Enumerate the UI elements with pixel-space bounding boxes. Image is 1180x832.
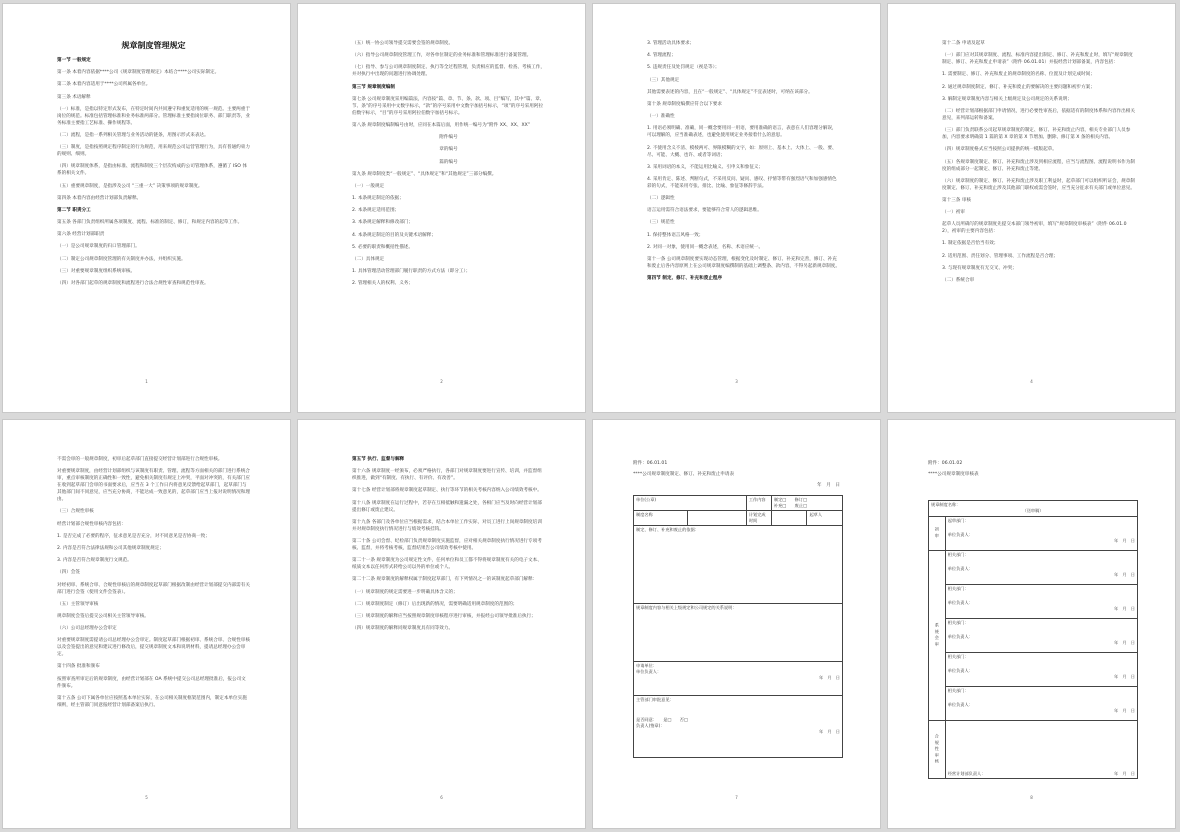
paragraph: 规章制度会签后提交公司相关主管领导审核。 [57,613,149,619]
paragraph: 3. 解制定规章制度内容与相关上级规定及公司规定的关系说明； [942,96,1072,102]
paragraph: 经营计划部合规性审核内容包括： [57,521,126,527]
paragraph: 第九条 规章制度类“一般规定”、“具体规定”和“其他规定”三部分编撰。 [352,171,497,177]
paragraph: 2. 本条规定适用范围； [352,208,400,214]
paragraph: 第十二条 申请及起草 [942,41,985,46]
related-dept-label: 相关部门： [947,688,969,693]
paragraph: （一）一般规定 [352,183,385,189]
paragraph: 第二十二条 规章制度的解释权属于制度起草部门，有下列情况之一的该制度起草部门解释： [352,577,538,583]
paragraph: 起草人员所确写的规章制度先提交本部门领导初审，填写“规章制度审核表”（附件 06.01.02），初审的主要内容包括： [942,222,1127,235]
page-number: 1 [145,379,148,384]
paragraph: （一）标准，是指以特定形式发布，在特定时间内共同遵守和重复适用的统一规范。主要两重于岗位的规范。标准包括管理标准和业务标准两部分。管理标准主要指岗位职务、部门职责等，业务标准主要指工艺标准、操作规程等。 [57,106,250,126]
paragraph: 第十条 规章制度编撰应符合以下要求 [647,101,722,107]
paragraph: 第十九条 各部门及各单位应当根据需求，结合本单位工作实际，对员工进行上岗规章制度培训并对规章制度执行情况进行与绩效考核挂钩。 [352,519,542,532]
paragraph: 3. 本条规定解释和修改部门； [352,220,413,226]
page-body [57,456,250,714]
page-number: 3 [735,379,738,384]
paragraph: （六）公司总经理办公会审定 [57,626,117,632]
paragraph: （三）规范性 [647,220,675,226]
section-system-review: 系统会审 [929,551,946,721]
paragraph: （三）合规性审核 [57,509,94,515]
section-heading: 第五节 执行、监督与解释 [352,457,405,462]
paragraph: 3. 管理活动具体要求； [647,41,695,46]
paragraph: 1. 制定依据是否恰当有效； [942,241,999,247]
page-body [647,40,840,287]
related-dept-label: 相关部门： [947,654,969,659]
document-page-1 [2,3,291,413]
applicant-date: 年 月 日 [819,675,840,680]
document-page-7 [592,419,881,829]
related-dept-field-4[interactable] [945,653,1137,687]
date: 年 月 日 [1114,771,1135,776]
regulation-name-field[interactable] [929,501,1138,517]
paragraph: （三）部门负责联系公司起草规章制度的制定、修订、补充和废止内容，相关专业部门人员参加，内容要求明确第 1 篇的第 X 章的第 X 节增加、删除、修订第 X 条的相关内容。 [942,128,1131,141]
relation-field[interactable]: 规章制度内容与相关上级规定和公司规定的关系说明： [634,604,843,662]
paragraph: （四）会签 [57,570,80,576]
drafter-label: 起草人 [807,511,843,526]
plan-time-value[interactable] [771,511,807,526]
paragraph: 4. 本条规定制定的目的及关键术语解释； [352,232,436,238]
initial-review-field[interactable] [945,517,1137,551]
paragraph: 第二十一条 规章制度为公司规定性文件，任何单位和员工都不得将规章制度有关的电子文本、纸质文本以任何形式转给公司以外的单位或个人。 [352,558,542,571]
unit-head-label: 单位负责人： [947,668,973,673]
unit-head-label: 单位负责人： [947,634,973,639]
plan-time-label: 计划完成时间 [746,511,771,526]
paragraph: 第十一条 公司规章制度要实现动态管理，根据变化及时制定、修订、补充和完善，修订、补充和废止后各内容原则上在公司规章制度编撰制的基础上调整条、款内容，不得另起新规章制度。 [647,257,840,269]
paragraph: （五）主管领导审核 [57,601,99,607]
paragraph: 1. 是否完成了必要的程序，征求意见是否充分，对不同意见是否协商一致； [57,533,210,539]
regulation-name-label: 规章制度名称： [931,502,961,507]
paragraph: （五）重要规章制度，是指涉及公司 “三重一大” 决策事项的规章制度。 [57,183,203,189]
page-number: 2 [440,379,443,384]
paragraph: （一）是公司规章制度的归口管理部门。 [57,244,140,250]
section-heading: 第四节 制定、修订、补充和废止程序 [647,276,723,282]
paragraph: 5. 违规责任及处罚规定（视是等）； [647,65,720,71]
paragraph: 第十六条 规章制度一经颁布，必须严格执行，各部门对规章制度要进行宣传、培训，并监督组织推进，做到“有制度、有执行、有评价、有改善”。 [352,469,542,482]
document-page-6 [297,419,586,829]
paragraph: 对重要规章制度，由经营计划部组织与该制度有职责、管理、流程等方面相关的部门进行系统合审，重点审核制度的正确性和一致性，避免相关制度有规定上冲突，平面对冲突的，有关部门应在收到起草部门会审的书面要求后，应当在 3 个工作日内将意见反馈给起草部门，起草部门与其他部门间不同意见，应当充分协商，不能达成一致意见的，起草部门应当上报对说明情况和理由。 [57,469,250,503]
unit-head-label: 单位负责人： [947,532,973,537]
paragraph: 附件编号 [439,135,458,141]
page-number: 6 [440,795,443,800]
document-page-5 [2,419,291,829]
paragraph: （六）指导公司规章制度管理工作，对各单位制定的业务标准和管理标准进行备案管理。 [352,53,532,59]
application-form-table [633,495,843,758]
paragraph: （二）制定公司规章制度管理的有关制度并办法，并组织实施。 [57,256,186,262]
paragraph: 第八条 规章制度编制编号由时，应同在本篇后面，用作统一编号为“附件 XX、XX、XX” [352,122,530,128]
document-page-3 [592,3,881,413]
section-compliance-review: 合规性审核 [929,721,946,779]
paragraph: （一）规章制度的规定需要进一步明确具体含义的； [352,589,458,595]
work-content-label: 工作内容 [746,496,771,511]
review-field[interactable] [634,696,843,758]
paragraph: （五）各规章制度制定、修订、补充和废止涉及到相应流程，应当与流程图、流程说明书作为制度的组成部分一起制定、修订、补充和废止等建。 [942,159,1135,172]
paragraph: 2. 通过规章制度制定、修订、补充和废止的要解决的主要问题和初步方案； [942,84,1095,90]
document-title: 规章制度管理规定 [121,41,186,50]
page-number: 4 [1030,379,1033,384]
paragraph: 篇的编号 [439,159,458,165]
section-heading: 第三节 规章制度编制 [352,84,395,90]
related-dept-label: 相关部门： [947,620,969,625]
name-label: 制度名称 [634,511,688,526]
paragraph: 1. 用语必须明确、准确，同一概念要用同一用语，要用准确的语言，表意在人们容理分解误，可以理解的，应当准确表述，也避免使用规定业务接着什么的意思。 [647,126,837,139]
paragraph: 不需会审的一般规章制度，初审后起草部门直接提交经营计划部进行合规性审核。 [57,457,223,462]
paragraph: 第一条 本着内容依据****公司《规章制度管理规定》本结合****公司实际制定。 [57,70,220,76]
review-date: 年 月 日 [819,729,840,734]
attachment-number: 附件：06.01.02 [928,461,963,466]
paragraph: 第十七条 经营计划部将规章制度起草制定、执行等环节的相关考核内容纳入公司绩效考核中。 [352,488,542,494]
paragraph: 第五条 各部门负责组织所属各项制度、流程、标准的制定、修订，和规定内容的起草工作。 [57,220,243,226]
paragraph: （二）具体规定 [352,257,385,262]
name-value[interactable] [688,511,747,526]
paragraph: 其他需要表述的内容，且在“一般规定”、“具体规定”不宜表述时，可纳在该部分。 [647,89,813,95]
paragraph: 2. 对同一对象，使用同一概念表述，名称、术语应统一。 [647,244,764,250]
document-page-4 [887,3,1176,413]
paragraph: （二）逻辑性 [647,196,675,202]
paragraph: 2. 内容是否符合法律法规和公司其他规章制度规定； [57,545,164,551]
review-form-table [928,500,1138,779]
date: 年 月 日 [1114,572,1135,577]
paragraph: 第二条 本着内容适用于****公司所属各单位。 [57,82,151,88]
paragraph: （一）初审 [942,210,965,216]
page-body [352,40,545,293]
paragraph: 3. 与现有规章制度有无交叉、冲突； [942,265,1017,271]
options-a[interactable]: 制定□ 修订□ [773,497,807,502]
form-header [633,460,840,493]
paragraph: （五）统一协公司领导提交需要会签的规章制度。 [352,41,454,46]
paragraph: （二）流程，是指一系列相关管理与业务活动的链条，用图示形式来表达。 [57,132,209,138]
paragraph: （四）对各部门起草的规章制度和流程进行合法合规性审查和规范性审查。 [57,281,209,286]
unit-head: 单位负责人： [636,669,662,674]
form-header [928,460,1135,482]
related-dept-field-5[interactable] [945,687,1137,721]
related-dept-field-3[interactable] [945,619,1137,653]
work-content-options[interactable] [771,496,842,511]
head-sign: 负责人(签章)： [636,723,665,728]
related-dept-field-1[interactable] [945,551,1137,585]
draft-dept-label: 起草部门： [947,518,969,523]
paragraph: 第十八条 规章制度在运行过程中，若存在互相抵触和遗漏之处，各相门应当及时向经营计划部提出修订或废止建议。 [352,500,542,513]
paragraph: 第七条 公司规章制度采用编篇法，内容按“篇、章、节、条、款、项、目”编写，其中“篇、章、节、条”的序号采用中文数字标示，“款”的序号采用中文数字加括号标示，“项”的序号采用阿拉伯数字标示，“目”的序号采用阿拉伯数字加括号标示。 [352,96,545,116]
options-b[interactable]: 补充□ 废止□ [773,503,807,508]
date: 年 月 日 [1114,538,1135,543]
paragraph: 1. 本条规定制定的依据； [352,196,404,202]
related-dept-field-2[interactable] [945,585,1137,619]
unit-cell: 单位(公章) [634,496,747,511]
section-initial-review: 初审 [929,517,946,551]
page-number: 8 [1030,795,1033,800]
paragraph: （一）部门应对其规章制度、流程、标准内容提出制定、修订、补充和废止时，填写“规章制度制定、修订、补充和废止申请表”（附件 06.01.01）并报经营计划部备案，内容包括： [942,53,1133,66]
paragraph: 3. 内容是否符合规章制度行文规范。 [57,558,132,564]
date: 年 月 日 [1114,606,1135,611]
applicant-field[interactable] [634,662,843,696]
paragraph: 第四条 本着内容由经营计划部负责解释。 [57,195,142,201]
paragraph: 第三条 术语解释 [57,94,91,100]
paragraph: 5. 必要的职责和概括性描述。 [352,244,413,250]
paragraph: （二）规章制度制定（修订）后出现新的情况，需要明确适用规章制度的范围的； [352,601,518,607]
attachment-number: 附件：06.01.01 [633,461,668,466]
paragraph: （二）系统合审 [942,278,975,283]
page-number: 5 [145,795,148,800]
paragraph: （四）规章制度体系，是指由标准、流程和制度三个层次构成的公司管理体系，遵循了 ISO 体系的相关文件。 [57,164,247,177]
paragraph: 2. 适用范围、责任划分、管理事项、工作流程是否合理； [942,253,1059,259]
paragraph: 3. 采用词语的本义，不能运用比喻义、引申义和象征义； [647,164,764,170]
paragraph: （二）经营计划部根据部门申请情况，进行必要性审查后，依据适有的制度体系和内容作出相关意见，来列部运转和备案。 [942,108,1135,121]
paragraph: （六）规章制度的制定、修订、补充和废止涉及职工利益时，起草部门可以组织听证会，规章制度制定、修订、补充和废止涉及其他部门职权或需会签时，应当充分征求有关部门或单位意见。 [942,178,1135,191]
paragraph: 4. 采用肯定、陈述、判断句式，不采用反问、疑问、感叹、抒情等带有强烈语气和加强感情色彩的句式，不能采用夸张、排比、比喻、象征等修辞手法。 [647,176,837,189]
unit-head-label: 单位负责人： [947,566,973,571]
paragraph: 第十四条 批准和颁布 [57,664,100,670]
paragraph: （四）规章制度的解释同规章制度具有同等效力。 [352,626,454,632]
date: 年 月 日 [1114,640,1135,645]
paragraph: 第十五条 公司下属各单位应按照基本单位实际，在公司相关制度框架范围内，制定本单位实施细则，经主管部门同意报经营计划部备案后执行。 [57,695,247,708]
paragraph: 章的编号 [439,147,458,153]
date: 年 月 日 [1114,708,1135,713]
section-heading: 第二节 职责分工 [57,207,91,213]
paragraph: 语言运用需符合语法要求，要能够符合常人的逻辑思维。 [647,208,762,214]
compliance-field[interactable] [945,721,1137,779]
paragraph: 按照审查所审定后的规章制度，由经营计划部在 OA 系统中提交公司总经理批准后，报公司文件颁布。 [57,676,246,689]
paragraph: 第六条 经营计划部职责 [57,232,105,238]
draft-note: （送审稿） [1022,508,1044,513]
paragraph: （三）规章制度的解释应当按照规章制度审核程序进行审核，并报经公司领导批准后执行； [352,613,536,619]
page-number: 7 [735,795,738,800]
page-body [352,456,545,637]
related-dept-label: 相关部门： [947,586,969,591]
paragraph: （七）指导、参与公司规章制度制定、执行等全过程管理，负责相应的监督、检查、考核工作，并对执行中出现的问题进行协调处理。 [352,65,545,78]
form-date: 年 月 日 [817,483,840,488]
document-page-8 [887,419,1176,829]
planner-head-label: 经营计划部负责人： [947,771,986,776]
related-dept-label: 相关部门： [947,552,969,557]
paragraph: （四）规章制度格式应当按照公司提供的统一模版起草。 [942,147,1057,153]
review-label: 主管部门审批意见： [636,697,674,702]
agree-options[interactable]: 是否同意： 是□ 否□ [636,717,688,722]
paragraph: 第十三条 审核 [942,197,972,203]
document-page-2 [297,3,586,413]
page-body [57,40,250,292]
page-body [942,40,1135,289]
form-title: ****公司规章制度制定、修订、补充和废止申请表 [633,472,735,477]
date: 年 月 日 [1114,674,1135,679]
form-title: ****公司规章制度审核表 [928,472,979,477]
unit-head-label: 单位负责人： [947,702,973,707]
paragraph: 2. 管理相关人的权利、义务； [352,281,413,287]
applicant-unit: 申请单位： [636,663,657,668]
paragraph: 第二十条 公司会督、纪检部门负责规章制度实施监督，应对相关规章制度执行情况进行专项考核、监督，并将考核考核，监督结果告公司绩效考核中使用。 [352,538,542,551]
paragraph: 对经初审、系统合审、合规性审核后的规章制度起草部门根据改制由经营计划部提交内部需有关部门进行会签（使用文件会签表）。 [57,582,250,595]
paragraph: 1. 需要制定、修订、补充和废止的规章制度的名称、位置及计划完成时间； [942,72,1095,78]
paragraph: （三）对重要规章制度组织系统审核。 [57,268,136,274]
paragraph: （三）其他规定 [647,77,680,83]
paragraph: 对重要规章制度需提请公司总经理办公会审定。制度起草部门根据初审、系统合审、合规性审核以及会签提出的意见和建议进行修改后，提交规章制度文本和说明材料，提请总经理办公会审定。 [57,638,250,658]
paragraph: 4. 管理流程； [647,53,676,59]
reason-field[interactable]: 制定、修订、补充和废止的依据： [634,526,843,604]
paragraph: 1. 保持整体语言风格一致； [647,232,704,238]
paragraph: （三）制度，是指按照规定程序制定的行为规范，用来规范公司运营管理行为，具有普通约束力的规则、细则。 [57,145,250,158]
paragraph: （一）准确性 [647,114,675,120]
paragraph: 1. 具体管理活动管理部门履行职责的方式方法（即分工）； [352,269,471,275]
paragraph: 2. 不使用含义不清、模棱两可、界限模糊的文字，如：原则上、基本上、大体上、一般、要、尽、可能、大概、也许、或者等词语； [647,145,837,158]
unit-head-label: 单位负责人： [947,600,973,605]
section-heading: 第一节 一般规定 [57,58,91,63]
